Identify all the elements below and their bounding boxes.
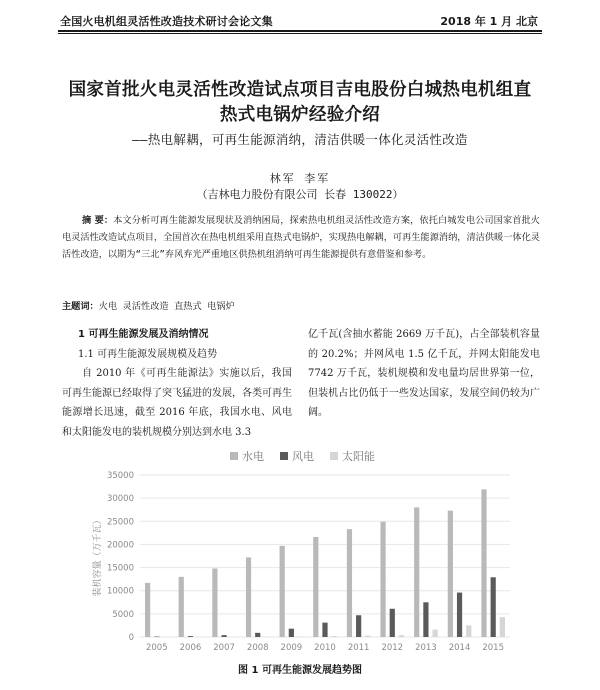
header-rule-thin (58, 33, 542, 34)
bar-solar (399, 635, 404, 637)
x-tick-label: 2006 (179, 643, 202, 653)
bar-hydro (448, 511, 453, 637)
bar-wind (491, 577, 496, 637)
body-paragraph-continued: 亿千瓦(含抽水蓄能 2669 万千瓦)，占全部装机容量的 20.2%；并网风电 1.5 亿千瓦，并网太阳能发电 7742 万千瓦，装机规模和发电量均居世界第一位，但装机占比仍低于一些发达国家，发展空间仍较为广阔。 (308, 329, 540, 418)
bar-hydro (145, 583, 150, 637)
y-tick-label: 35000 (106, 471, 134, 481)
paper-title (58, 78, 542, 128)
bar-wind (188, 636, 193, 637)
x-tick-label: 2009 (280, 643, 303, 653)
y-axis-label: 装机容量（万千瓦） (93, 515, 103, 597)
bar-hydro (179, 577, 184, 637)
bar-wind (289, 629, 294, 637)
body-column-right (308, 325, 540, 423)
bar-hydro (481, 489, 486, 637)
bar-solar (365, 636, 370, 637)
bar-hydro (347, 529, 352, 637)
bar-wind (356, 615, 361, 637)
bar-wind (322, 623, 327, 637)
bar-solar (500, 617, 505, 637)
x-tick-label: 2007 (213, 643, 235, 653)
y-tick-label: 30000 (106, 494, 134, 505)
legend-label: 水电 (242, 450, 264, 463)
bar-hydro (246, 557, 251, 637)
x-tick-label: 2014 (448, 643, 471, 653)
legend-swatch (230, 452, 238, 460)
bar-wind (423, 602, 428, 637)
renewable-capacity-chart (80, 445, 520, 655)
y-tick-label: 25000 (106, 517, 134, 528)
bar-wind (457, 593, 462, 637)
authors: 林军 李军 (269, 172, 331, 185)
x-tick-label: 2008 (246, 643, 269, 653)
bar-hydro (380, 522, 385, 637)
x-tick-label: 2011 (347, 643, 370, 653)
y-tick-label: 15000 (106, 563, 134, 574)
x-tick-label: 2013 (415, 643, 437, 653)
figure-caption: 图 1 可再生能源发展趋势图 (238, 665, 362, 676)
running-header (0, 0, 600, 32)
bar-solar (433, 630, 438, 637)
bar-wind (255, 633, 260, 637)
abstract (62, 212, 540, 264)
abstract-label: 摘 要： (82, 215, 114, 226)
bar-hydro (313, 537, 318, 637)
keywords (62, 298, 540, 312)
x-tick-label: 2010 (314, 643, 336, 653)
section-heading: 1 可再生能源发展及消纳情况 (78, 329, 209, 340)
bar-solar (466, 625, 471, 637)
legend-swatch (330, 452, 338, 460)
keywords-label: 主题词： (62, 301, 99, 312)
y-tick-label: 0 (128, 633, 134, 643)
bar-hydro (212, 568, 217, 637)
x-tick-label: 2012 (381, 643, 404, 653)
x-tick-label: 2015 (482, 643, 505, 653)
bar-hydro (280, 546, 285, 637)
body-paragraph: 自 2010 年《可再生能源法》实施以后，我国可再生能源已经取得了突飞猛进的发展，各类可再生能源增长迅速，截至 2016 年底，我国水电、风电和太阳能发电的装机规模分别达到水电 3.3 (62, 368, 292, 438)
keywords-text: 火电 灵活性改造 直热式 电锅炉 (98, 301, 235, 312)
bar-solar (332, 636, 337, 637)
bar-hydro (414, 507, 419, 637)
paper-title-line-2: 热式电锅炉经验介绍 (219, 105, 381, 125)
bar-wind (390, 609, 395, 637)
header-rule (58, 30, 542, 32)
legend-label: 风电 (292, 450, 314, 463)
x-tick-label: 2005 (145, 643, 168, 653)
subsection-heading: 1.1 可再生能源发展规模及趋势 (78, 348, 218, 360)
journal-name: 全国火电机组灵活性改造技术研讨会论文集 (60, 15, 273, 28)
paper-subtitle: ——热电解耦，可再生能源消纳，清洁供暖一体化灵活性改造 (132, 132, 468, 147)
legend-swatch (280, 452, 288, 460)
header-date-place: 2018 年 1 月 北京 (440, 15, 538, 28)
paper-title-line-1: 国家首批火电灵活性改造试点项目吉电股份白城热电机组直 (68, 80, 532, 100)
bar-wind (221, 635, 226, 637)
body-column-left (62, 325, 292, 442)
legend-label: 太阳能 (342, 450, 375, 463)
y-tick-label: 10000 (106, 586, 134, 597)
y-tick-label: 5000 (112, 609, 134, 620)
affiliation: （吉林电力股份有限公司 长春 130022） (196, 188, 404, 201)
abstract-text: 本文分析可再生能源发展现状及消纳困局，探索热电机组灵活性改造方案，依托白城发电公司国家首批火电灵活性改造试点项目，全国首次在热电机组采用直热式电锅炉，实现热电解耦，可再生能源消纳，清洁供暖一体化灵活性改造，以期为“三北”弃风弃光严重地区供热机组消纳可再生能源提供有意借鉴和参考。 (62, 215, 540, 261)
y-tick-label: 20000 (106, 540, 134, 551)
